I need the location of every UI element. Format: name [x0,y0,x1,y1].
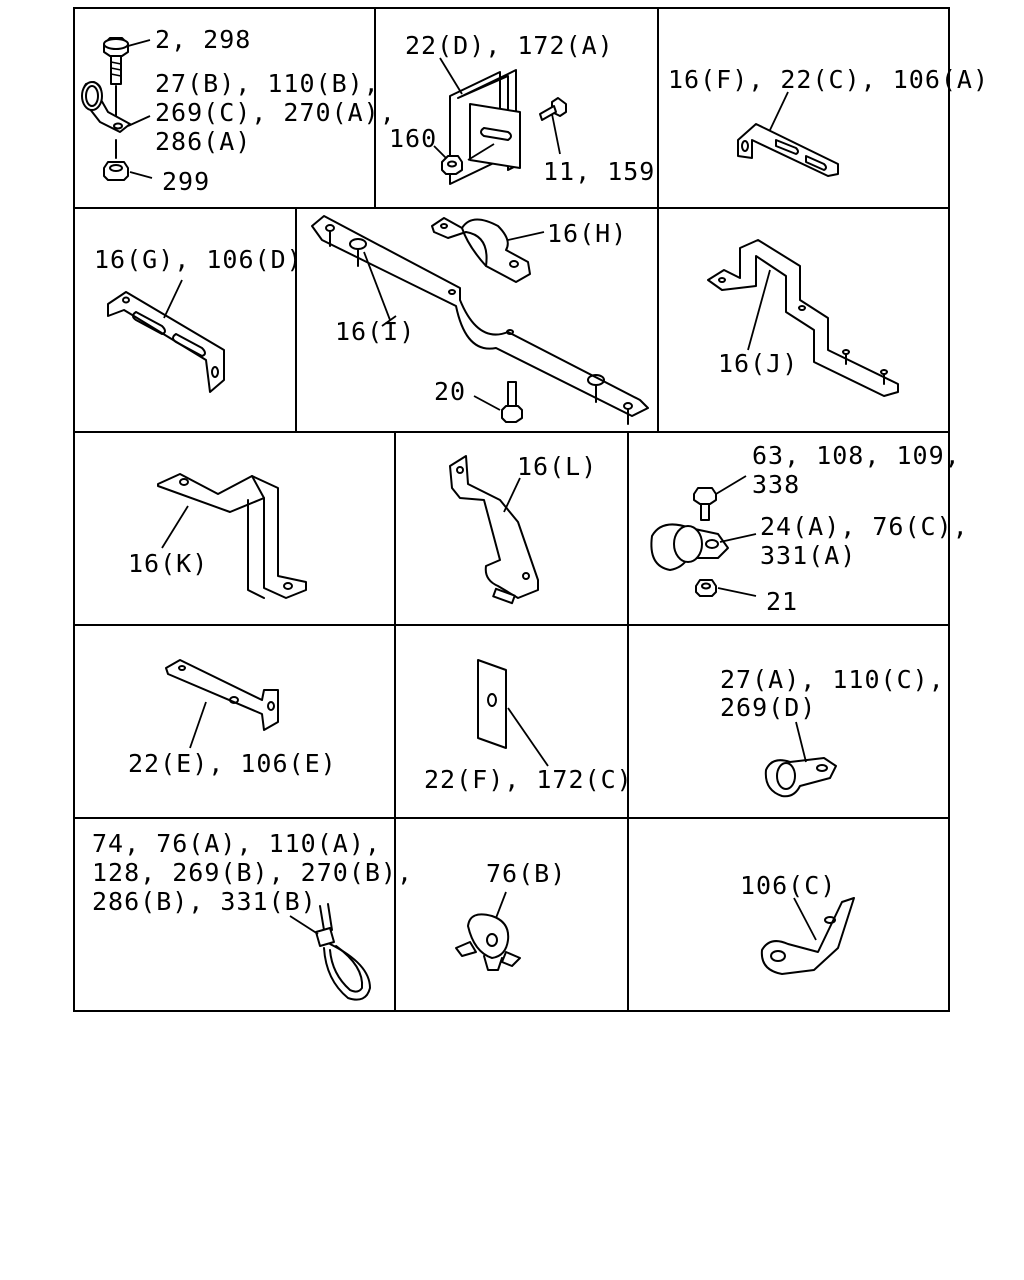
callout-band-line-3: 286(B), 331(B) [92,887,317,916]
callout-clip-line-3: 286(A) [155,127,252,156]
cell-stay-16i [312,216,648,424]
callout-stay-16l: 16(L) [517,452,598,481]
flange-nut-21 [696,580,716,596]
callout-plate-22f: 22(F), 172(C) [424,765,633,794]
callout-clip-line-1: 27(B), 110(B), [155,69,380,98]
wing-clip [456,914,520,970]
cell-clip-24a [651,441,968,616]
callout-clip-24a-line-1: 24(A), 76(C), [760,512,969,541]
callout-nut-21: 21 [766,587,799,616]
callout-bolt-63-line-1: 63, 108, 109, [752,441,961,470]
callout-nut-160: 160 [389,124,438,153]
cell-stay-16g [94,245,303,392]
cell-stay-16k [128,474,306,598]
cell-bolt-clip-nut [82,25,396,196]
callout-clip-line-2: 269(C), 270(A), [155,98,396,127]
cell-stay-22e [128,660,337,778]
flange-nut-small [442,156,462,174]
slotted-stay [108,292,224,392]
callout-bolt-11: 11, 159 [543,157,656,186]
callout-stay-16k: 16(K) [128,549,209,578]
flange-nut [104,162,128,180]
callout-stay-16f: 16(F), 22(C), 106(A) [668,65,990,94]
small-p-clip [766,758,836,796]
step-stay [158,474,306,598]
callout-clip-76b: 76(B) [486,859,567,888]
cell-band-74 [92,829,413,1000]
cell-clip-27a [720,665,945,796]
angled-stay [762,898,854,974]
callout-clamp-16h: 16(H) [547,219,628,248]
callout-band-line-2: 128, 269(B), 270(B), [92,858,414,887]
flat-plate [478,660,506,748]
flange-bolt [104,38,128,84]
callout-bolt-63-line-2: 338 [752,470,801,499]
callout-stay-16g: 16(G), 106(D) [94,245,303,274]
cell-clip-76b [456,859,566,970]
cell-stay-16l [450,452,597,603]
callout-stay-16i: 16(I) [335,317,416,346]
cell-stay-106c [740,871,854,974]
flange-bolt-63 [694,488,716,520]
callout-nut: 299 [162,167,211,196]
callout-clip-27a-line-2: 269(D) [720,693,817,722]
p-clip [651,524,728,570]
l-stay [738,124,838,176]
callout-band-line-1: 74, 76(A), 110(A), [92,829,381,858]
cell-bracket-22d [389,31,655,186]
cell-stay-16f [668,65,989,176]
cell-stay-16j [708,240,898,396]
callout-clip-24a-line-2: 331(A) [760,541,857,570]
saddle-clamp [432,218,530,282]
callout-stay-16j: 16(J) [718,349,799,378]
callout-bolt: 2, 298 [155,25,252,54]
callout-bolt-20: 20 [434,377,467,406]
hex-bolt-20 [502,382,522,422]
callout-clip-27a-line-1: 27(A), 110(C), [720,665,945,694]
callout-stay-106c: 106(C) [740,871,837,900]
flat-stay [166,660,278,730]
cell-plate-22f [424,660,633,794]
callout-stay-22e: 22(E), 106(E) [128,749,337,778]
cable-tie-band [316,904,370,1000]
pipe-clip [82,82,130,132]
callout-bracket: 22(D), 172(A) [405,31,614,60]
